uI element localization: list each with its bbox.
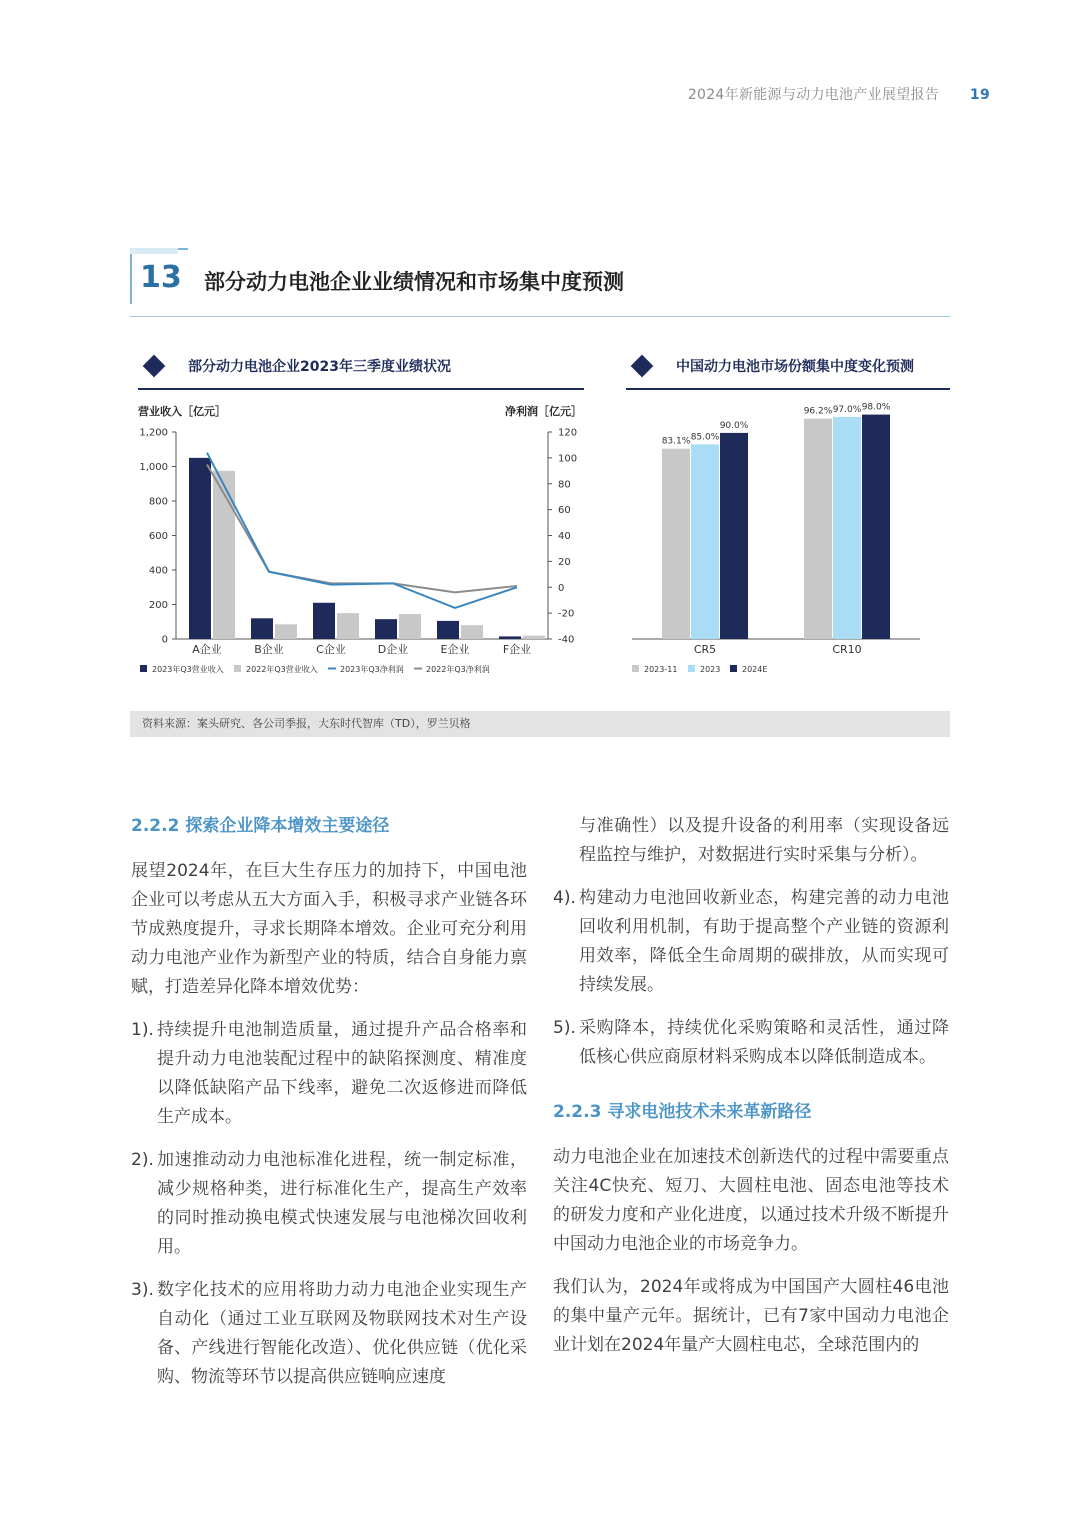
- figure-title: 部分动力电池企业业绩情况和市场集中度预测: [204, 270, 624, 294]
- right-tick-label: 40: [558, 531, 571, 542]
- bar-2023q3-revenue: [437, 621, 459, 639]
- figure-number: 13: [140, 260, 182, 295]
- paragraph: 我们认为，2024年或将成为中国国产大圆柱46电池的集中量产元年。据统计，已有7家中国动力电池企业计划在2024年量产大圆柱电芯，全球范围内的: [553, 1277, 949, 1355]
- category-label: F企业: [502, 643, 532, 656]
- list-item: [131, 1016, 527, 1132]
- right-tick-label: 120: [558, 427, 578, 439]
- section-heading: 2.2.3 寻求电池技术未来革新路径: [553, 1102, 812, 1122]
- legend-label: 2022年Q3营业收入: [246, 665, 318, 674]
- figure-header: [130, 248, 950, 317]
- bar-2022q3-revenue: [461, 625, 483, 639]
- right-tick-label: 80: [558, 479, 571, 491]
- bar-2022q3-revenue: [523, 636, 545, 639]
- paragraph: 展望2024年，在巨大生存压力的加持下，中国电池企业可以考虑从五大方面入手，积极寻求产业链各环节成熟度提升，寻求长期降本增效。企业可充分利用动力电池产业作为新型产业的特质，结合自身能力禀赋，打造差异化降本增效优势：: [131, 861, 527, 997]
- bar-2022q3-revenue: [399, 614, 421, 639]
- category-label: E企业: [440, 643, 470, 656]
- list-indent: [553, 812, 579, 870]
- legend-swatch: [140, 665, 147, 672]
- bar-2024E: [862, 415, 890, 639]
- page-header: [688, 84, 990, 104]
- legend-label: 2022年Q3净利润: [426, 665, 490, 674]
- category-label: CR5: [693, 643, 717, 656]
- right-tick-label: -20: [558, 608, 575, 620]
- right-column: [553, 812, 949, 1374]
- list-text: 与准确性）以及提升设备的利用率（实现设备远程监控与维护，对数据进行实时采集与分析）。: [579, 816, 949, 865]
- left-tick-label: 600: [148, 531, 168, 542]
- category-label: A企业: [192, 643, 222, 656]
- concentration-chart: [620, 398, 950, 688]
- report-title: 2024年新能源与动力电池产业展望报告: [687, 87, 940, 103]
- bar-2023q3-revenue: [499, 636, 521, 639]
- left-column: [131, 812, 527, 1406]
- diamond-icon: [631, 355, 654, 378]
- bar-2022q3-revenue: [337, 613, 359, 639]
- section-heading: 2.2.2 探索企业降本增效主要途径: [131, 816, 390, 836]
- right-tick-label: -40: [558, 634, 575, 646]
- list-item: [553, 1014, 949, 1072]
- list-number: 3).: [131, 1280, 154, 1300]
- right-chart-title: [626, 352, 950, 390]
- legend-swatch: [234, 665, 241, 672]
- list-text: 持续提升电池制造质量，通过提升产品合格率和提升动力电池装配过程中的缺陷探测度、精准度以降低缺陷产品下线率，避免二次返修进而降低生产成本。: [157, 1020, 527, 1127]
- list-text: 构建动力电池回收新业态，构建完善的动力电池回收利用机制，有助于提高整个产业链的资源利用效率，降低全生命周期的碳排放，从而实现可持续发展。: [579, 888, 949, 995]
- list-text: 加速推动动力电池标准化进程，统一制定标准，减少规格种类，进行标准化生产，提高生产效率的同时推动换电模式快速发展与电池梯次回收利用。: [157, 1150, 527, 1257]
- data-label: 98.0%: [861, 402, 891, 413]
- bar-2022q3-revenue: [275, 624, 297, 639]
- category-label: B企业: [254, 643, 284, 656]
- page-number: 19: [969, 87, 990, 103]
- list-number: 5).: [553, 1018, 576, 1038]
- line-2023q3-profit: [207, 453, 517, 608]
- legend-swatch: [632, 665, 639, 672]
- bar-2023: [691, 444, 719, 639]
- right-tick-label: 20: [558, 556, 571, 568]
- legend-swatch: [730, 665, 737, 672]
- left-tick-label: 800: [148, 496, 168, 508]
- bar-2023q3-revenue: [313, 603, 335, 639]
- paragraph: 动力电池企业在加速技术创新迭代的过程中需要重点关注4C快充、短刀、大圆柱电池、固态电池等技术的研发力度和产业化进度，以通过技术升级不断提升中国动力电池企业的市场竞争力。: [553, 1147, 949, 1254]
- legend-label: 2023年Q3营业收入: [152, 665, 224, 674]
- bar-2023: [833, 417, 861, 639]
- bar-2022q3-revenue: [213, 471, 235, 639]
- right-axis-label: 净利润［亿元］: [505, 405, 582, 418]
- left-tick-label: 0: [161, 634, 168, 646]
- category-label: C企业: [316, 643, 346, 656]
- legend-label: 2024E: [742, 665, 768, 674]
- bar-2023-11: [662, 449, 690, 639]
- right-chart-title-text: 中国动力电池市场份额集中度变化预测: [676, 359, 914, 375]
- list-item: [553, 884, 949, 1000]
- legend-swatch: [688, 665, 695, 672]
- legend-label: 2023年Q3净利润: [340, 665, 404, 674]
- bar-2023q3-revenue: [375, 619, 397, 639]
- right-tick-label: 60: [558, 505, 571, 517]
- list-item: [131, 1146, 527, 1262]
- right-tick-label: 100: [558, 453, 578, 465]
- source-note: 资料来源：案头研究、各公司季报，大东时代智库（TD），罗兰贝格: [130, 711, 950, 737]
- bar-2023q3-revenue: [189, 458, 211, 639]
- left-tick-label: 200: [148, 600, 168, 611]
- data-label: 90.0%: [719, 420, 749, 431]
- list-number: 1).: [131, 1020, 154, 1040]
- right-tick-label: 0: [558, 582, 565, 594]
- list-item-continued: [553, 812, 949, 870]
- list-number: 2).: [131, 1150, 154, 1170]
- category-label: D企业: [377, 643, 409, 656]
- list-text: 数字化技术的应用将助力动力电池企业实现生产自动化（通过工业互联网及物联网技术对生产设备、产线进行智能化改造）、优化供应链（优化采购、物流等环节以提高供应链响应速度: [157, 1280, 527, 1387]
- revenue-profit-chart: [130, 398, 590, 688]
- list-text: 采购降本，持续优化采购策略和灵活性，通过降低核心供应商原材料采购成本以降低制造成本。: [579, 1018, 949, 1067]
- left-chart-title: [138, 352, 584, 390]
- line-2022q3-profit: [207, 464, 517, 592]
- legend-label: 2023: [700, 665, 721, 674]
- legend-label: 2023-11: [644, 665, 678, 674]
- left-tick-label: 1,000: [139, 462, 168, 473]
- left-axis-label: 营业收入［亿元］: [138, 405, 226, 418]
- bar-2023q3-revenue: [251, 618, 273, 639]
- bar-2023-11: [804, 419, 832, 639]
- data-label: 97.0%: [832, 404, 862, 415]
- left-chart-title-text: 部分动力电池企业2023年三季度业绩状况: [188, 359, 451, 375]
- list-number: 4).: [553, 888, 576, 908]
- data-label: 85.0%: [690, 432, 720, 443]
- left-tick-label: 1,200: [139, 427, 168, 439]
- data-label: 96.2%: [803, 406, 833, 417]
- category-label: CR10: [832, 643, 862, 656]
- left-tick-label: 400: [148, 565, 168, 577]
- bar-2024E: [720, 433, 748, 639]
- diamond-icon: [143, 355, 166, 378]
- list-item: [131, 1276, 527, 1392]
- data-label: 83.1%: [661, 436, 691, 447]
